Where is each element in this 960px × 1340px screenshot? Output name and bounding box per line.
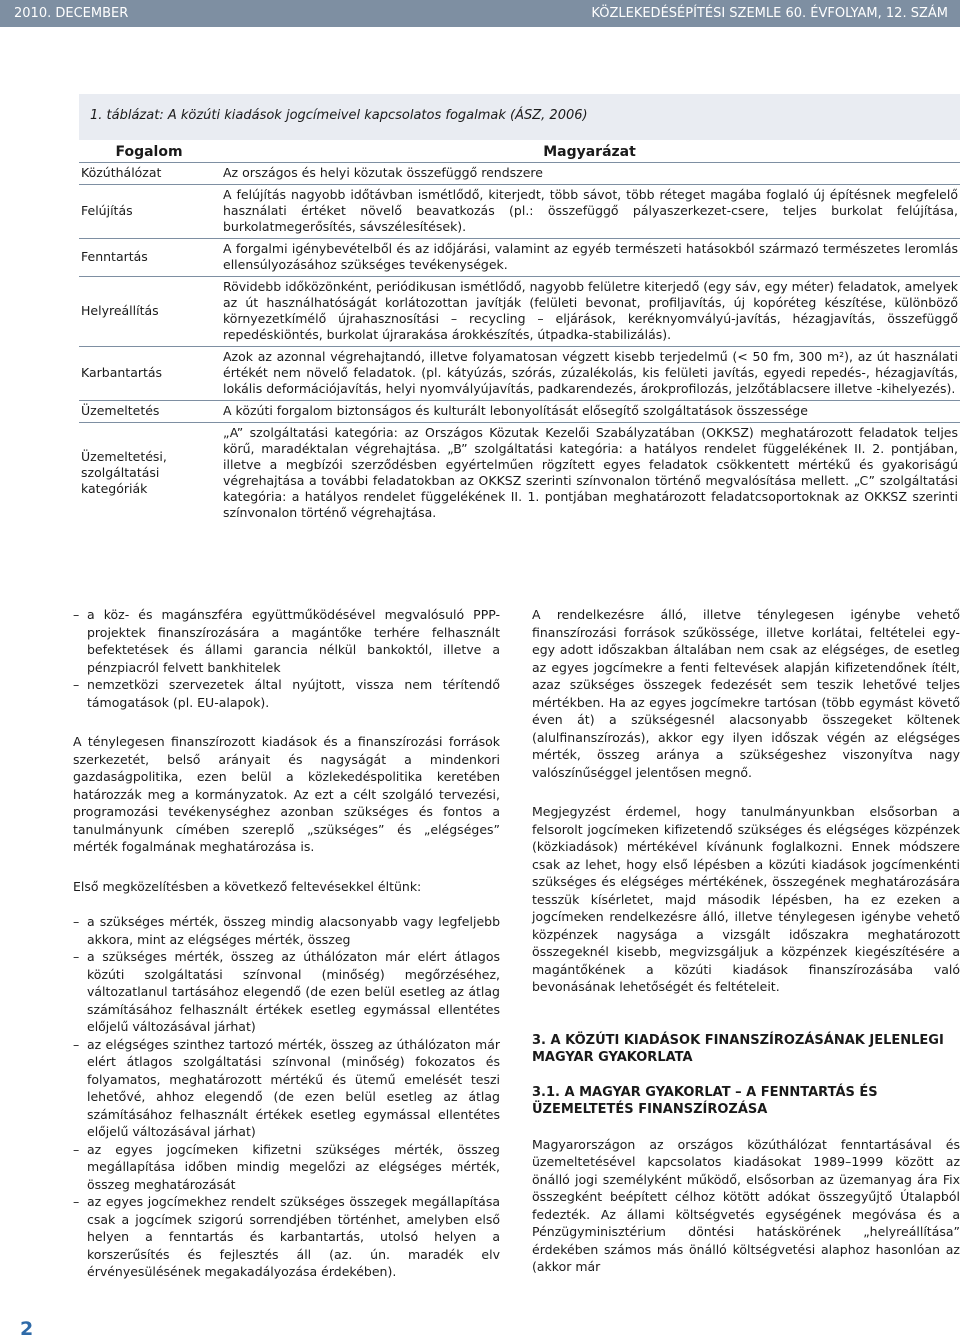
- header-term: Fogalom: [79, 141, 219, 163]
- description-cell: Rövidebb időközönként, periódikusan ismétlődő, nagyobb felületre kiterjedő (egy sáv, egy méter) feladatok, amelyek az út használhatóságát korlátozottan javítják (felületi bevonat, profiljavítás, új kopóréteg készítése, különböző környezetkímélő újrahasznosítási – recycling – eljárások, keréknyomvályú-javítás, hézagjavítás, összefüggő repedéskiöntés, burkolat újrarakása árokkészítés, útpadka-stabilizálás).: [219, 277, 960, 347]
- header-description: Magyarázat: [219, 141, 960, 163]
- table-row: [79, 277, 960, 347]
- table-row: [79, 163, 960, 185]
- term-cell: Közúthálózat: [79, 163, 219, 185]
- term-cell: Üzemeltetési, szolgáltatási kategóriák: [81, 449, 167, 496]
- list-item: – az egyes jogcímeken kifizetni szükséges mérték, összeg megállapítása időben mindig megelőzi az elégséges mérték, összeg meghatározását: [73, 1141, 500, 1194]
- list-item: – a szükséges mérték, összeg az úthálózaton már elért átlagos közúti szolgáltatási színvonal (minőség) megőrzéséhez, változatlanul tartásához elegendő (de ezen belül esetleg az átlag számításához felhasznált értékek esetleg egymással ellentétes előjelű változásával járhat): [73, 948, 500, 1036]
- list-item: – az elégséges szinthez tartozó mérték, összeg az úthálózaton már elért átlagos szolgáltatási színvonal (minőség) fokozatos és folyamatos, meghatározott mértékű és ütemű emelését teszi lehetővé, ahhoz elegendő (de ezen belül esetleg az átlag számításához felhasznált értékek esetleg egymással ellentétes előjelű változásával járhat): [73, 1036, 500, 1141]
- body-paragraph: A rendelkezésre álló, illetve ténylegesen igénybe vehető finanszírozási források szűkössége, illetve korlátai, feltételei egy-egy adott időszakban általában nem csak az elégséges, de esetleg az egyes jogcímekre a fenti feltevések alapján kifizetendőnek ítélt, azaz szükséges összegek fedezését sem teszik lehetővé teljes mértékben. Ha az egyes jogcímekre tartósan (több egymást követő éven át) a szükségesnél alacsonyabb összegeket költenek (alulfinanszírozás), akkor egy ilyen időszak végén az elégséges mérték, összeg aránya a szükségeshez viszonyítva nagy valószínűséggel jelentősen megnő.: [532, 607, 960, 780]
- definitions-table: [79, 141, 960, 524]
- table-row: [79, 239, 960, 277]
- page-number: 2: [20, 1318, 34, 1340]
- description-cell: „A” szolgáltatási kategória: az Országos Közutak Kezelői Szabályzatában (OKKSZ) meghatározott feladatok teljes körű, maradéktalan végrehajtása. „B” szolgáltatási kategória: a hatályos rendelet függelékének II. 2. pontjában, illetve a megbízói szerződésben egyértelműen rögzített egyes feladatok csökkentett mértékű és gyakoriságú végrehajtása a további feladatokban az OKKSZ szerinti színvonalon történő megvalósítása mellett. „C” szolgáltatási kategória: a hatályos rendelet függelékének II. 1. pontjában meghatározott feladatcsoportoknak az OKKSZ szerinti színvonalon történő végrehajtása.: [223, 425, 958, 520]
- body-paragraph: A ténylegesen finanszírozott kiadások és a finanszírozási források szerkezetét, belső arányait és nagyságát a mindenkori gazdaságpolitika, ezen belül a közlekedéspolitika keretében határozzák meg a kormányzatok. Az ezt a célt szolgáló tervezési, programozási tevékenységhez azonban szükséges és fontos a tanulmányunk címében szereplő „szükséges” és „elégséges” mérték fogalmának meghatározása is.: [73, 734, 500, 854]
- table-row: [79, 347, 960, 401]
- description-cell: A felújítás nagyobb időtávban ismétlődő, kiterjedt, több sávot, több réteget magába foglaló új építésnek megfelelő használati értéket növelő beavatkozás (pl.: összefüggő pályaszerkezet-csere, teljes burkolat felújítása, burkolatmegerősítés, sávszélesítések).: [219, 185, 960, 239]
- list-item: – a köz- és magánszféra együttműködésével megvalósuló PPP-projektek finanszírozására a magántőke terhére felhasznált befektetések és állami garancia nélkül bankoktól, illetve a pénzpiacról felvett bankhitelek: [73, 606, 500, 676]
- body-paragraph: Megjegyzést érdemel, hogy tanulmányunkban elsősorban a felsorolt jogcímeken kifizetendő szükséges és elégséges közpénzek (közkiadások) mértékével kívánunk foglalkozni. Ennek módszere csak az lehet, hogy első lépésben a közúti kiadások jogcímenkénti szükséges és elégséges mértékének, összegének meghatározására tesszük kísérletet, majd második lépésben, ha ez ezeken a jogcímeken rendelkezésre álló, illetve ténylegesen igénybe vehető közpénzek nagysága a vizsgált időszakra meghatározott összegeknél kisebb, megvizsgáljuk a közpénzek kiegészítésére a magántőkének a közúti kiadások finanszírozásába való bevonásának lehetőségét és feltételeit.: [532, 804, 960, 994]
- assumptions-list: [73, 913, 500, 1281]
- description-cell: A forgalmi igénybevételből és az időjárási, valamint az egyéb természeti hatásokból származó természetes leromlás ellensúlyozásához szükséges tevékenységek.: [219, 239, 960, 277]
- right-text-column: [532, 606, 960, 1298]
- page-header: [0, 0, 960, 27]
- list-item: – nemzetközi szervezetek által nyújtott, vissza nem térítendő támogatások (pl. EU-alapok).: [73, 676, 500, 711]
- term-cell: Helyreállítás: [79, 277, 219, 347]
- header-date: 2010. DECEMBER: [14, 6, 129, 21]
- description-cell: Azok az azonnal végrehajtandó, illetve folyamatosan végzett kisebb terjedelmű (< 50 fm, 300 m²), az út használati értékét nem növelő feladatok. (pl. kátyúzás, szórás, zúzalékolás, kis felületi javítás, egyedi repedés-, hézagjavítás, lokális deformációjavítás, helyi nyomvályújavítás, padkarendezés, árokprofilozás, jelzőtáblacsere illetve -kihelyezés).: [219, 347, 960, 401]
- body-paragraph: Magyarországon az országos közúthálózat fenntartásával és üzemeltetésével kapcsolatos kiadásokat 1989–1999 között az önálló jogi személyként működő, elsősorban az üzemanyag ára Fix összegként beépített célhoz kötött adókat összegyűjtő Útalapból fedezték. Az állami költségvetés egységének megóvása és a Pénzügyminisztérium döntési hatáskörének „helyreállítása” érdekében számos más önálló költségvetési alaphoz hasonlóan az (akkor már: [532, 1136, 960, 1274]
- term-cell: Fenntartás: [79, 239, 219, 277]
- description-cell: A közúti forgalom biztonságos és kulturált lebonyolítását elősegítő szolgáltatások összessége: [219, 401, 960, 423]
- table-caption: 1. táblázat: A közúti kiadások jogcímeivel kapcsolatos fogalmak (ÁSZ, 2006): [90, 108, 588, 123]
- left-text-column: [73, 606, 500, 1303]
- table-row: [79, 423, 960, 525]
- body-paragraph: Első megközelítésben a következő feltevésekkel éltünk:: [73, 878, 422, 894]
- term-cell: Karbantartás: [79, 347, 219, 401]
- table-row: [79, 185, 960, 239]
- description-cell: Az országos és helyi közutak összefüggő rendszere: [219, 163, 960, 185]
- header-journal: KÖZLEKEDÉSÉPÍTÉSI SZEMLE 60. ÉVFOLYAM, 12. SZÁM: [591, 6, 948, 21]
- list-item: – az egyes jogcímekhez rendelt szükséges összegek megállapítása csak a jogcímek szigorú sorrendjében történhet, amelyben első helyen a fenntartás és karbantartás, utolsó helyen a korszerűsítés és fejlesztés áll (az. ún. maradék elv érvényesülésének megakadályozása érdekében).: [73, 1193, 500, 1281]
- list-item: – a szükséges mérték, összeg mindig alacsonyabb vagy legfeljebb akkora, mint az elégséges mérték, összeg: [73, 913, 500, 948]
- table-row: [79, 401, 960, 423]
- table-header-row: [79, 141, 960, 163]
- term-cell: Üzemeltetés: [79, 401, 219, 423]
- section-heading: 3. A KÖZÚTI KIADÁSOK FINANSZÍROZÁSÁNAK JELENLEGI MAGYAR GYAKORLATA: [532, 1032, 944, 1065]
- financing-sources-list: [73, 606, 500, 711]
- subsection-heading: 3.1. A MAGYAR GYAKORLAT – A FENNTARTÁS ÉS ÜZEMELTETÉS FINANSZÍROZÁSA: [532, 1084, 878, 1117]
- term-cell: Felújítás: [79, 185, 219, 239]
